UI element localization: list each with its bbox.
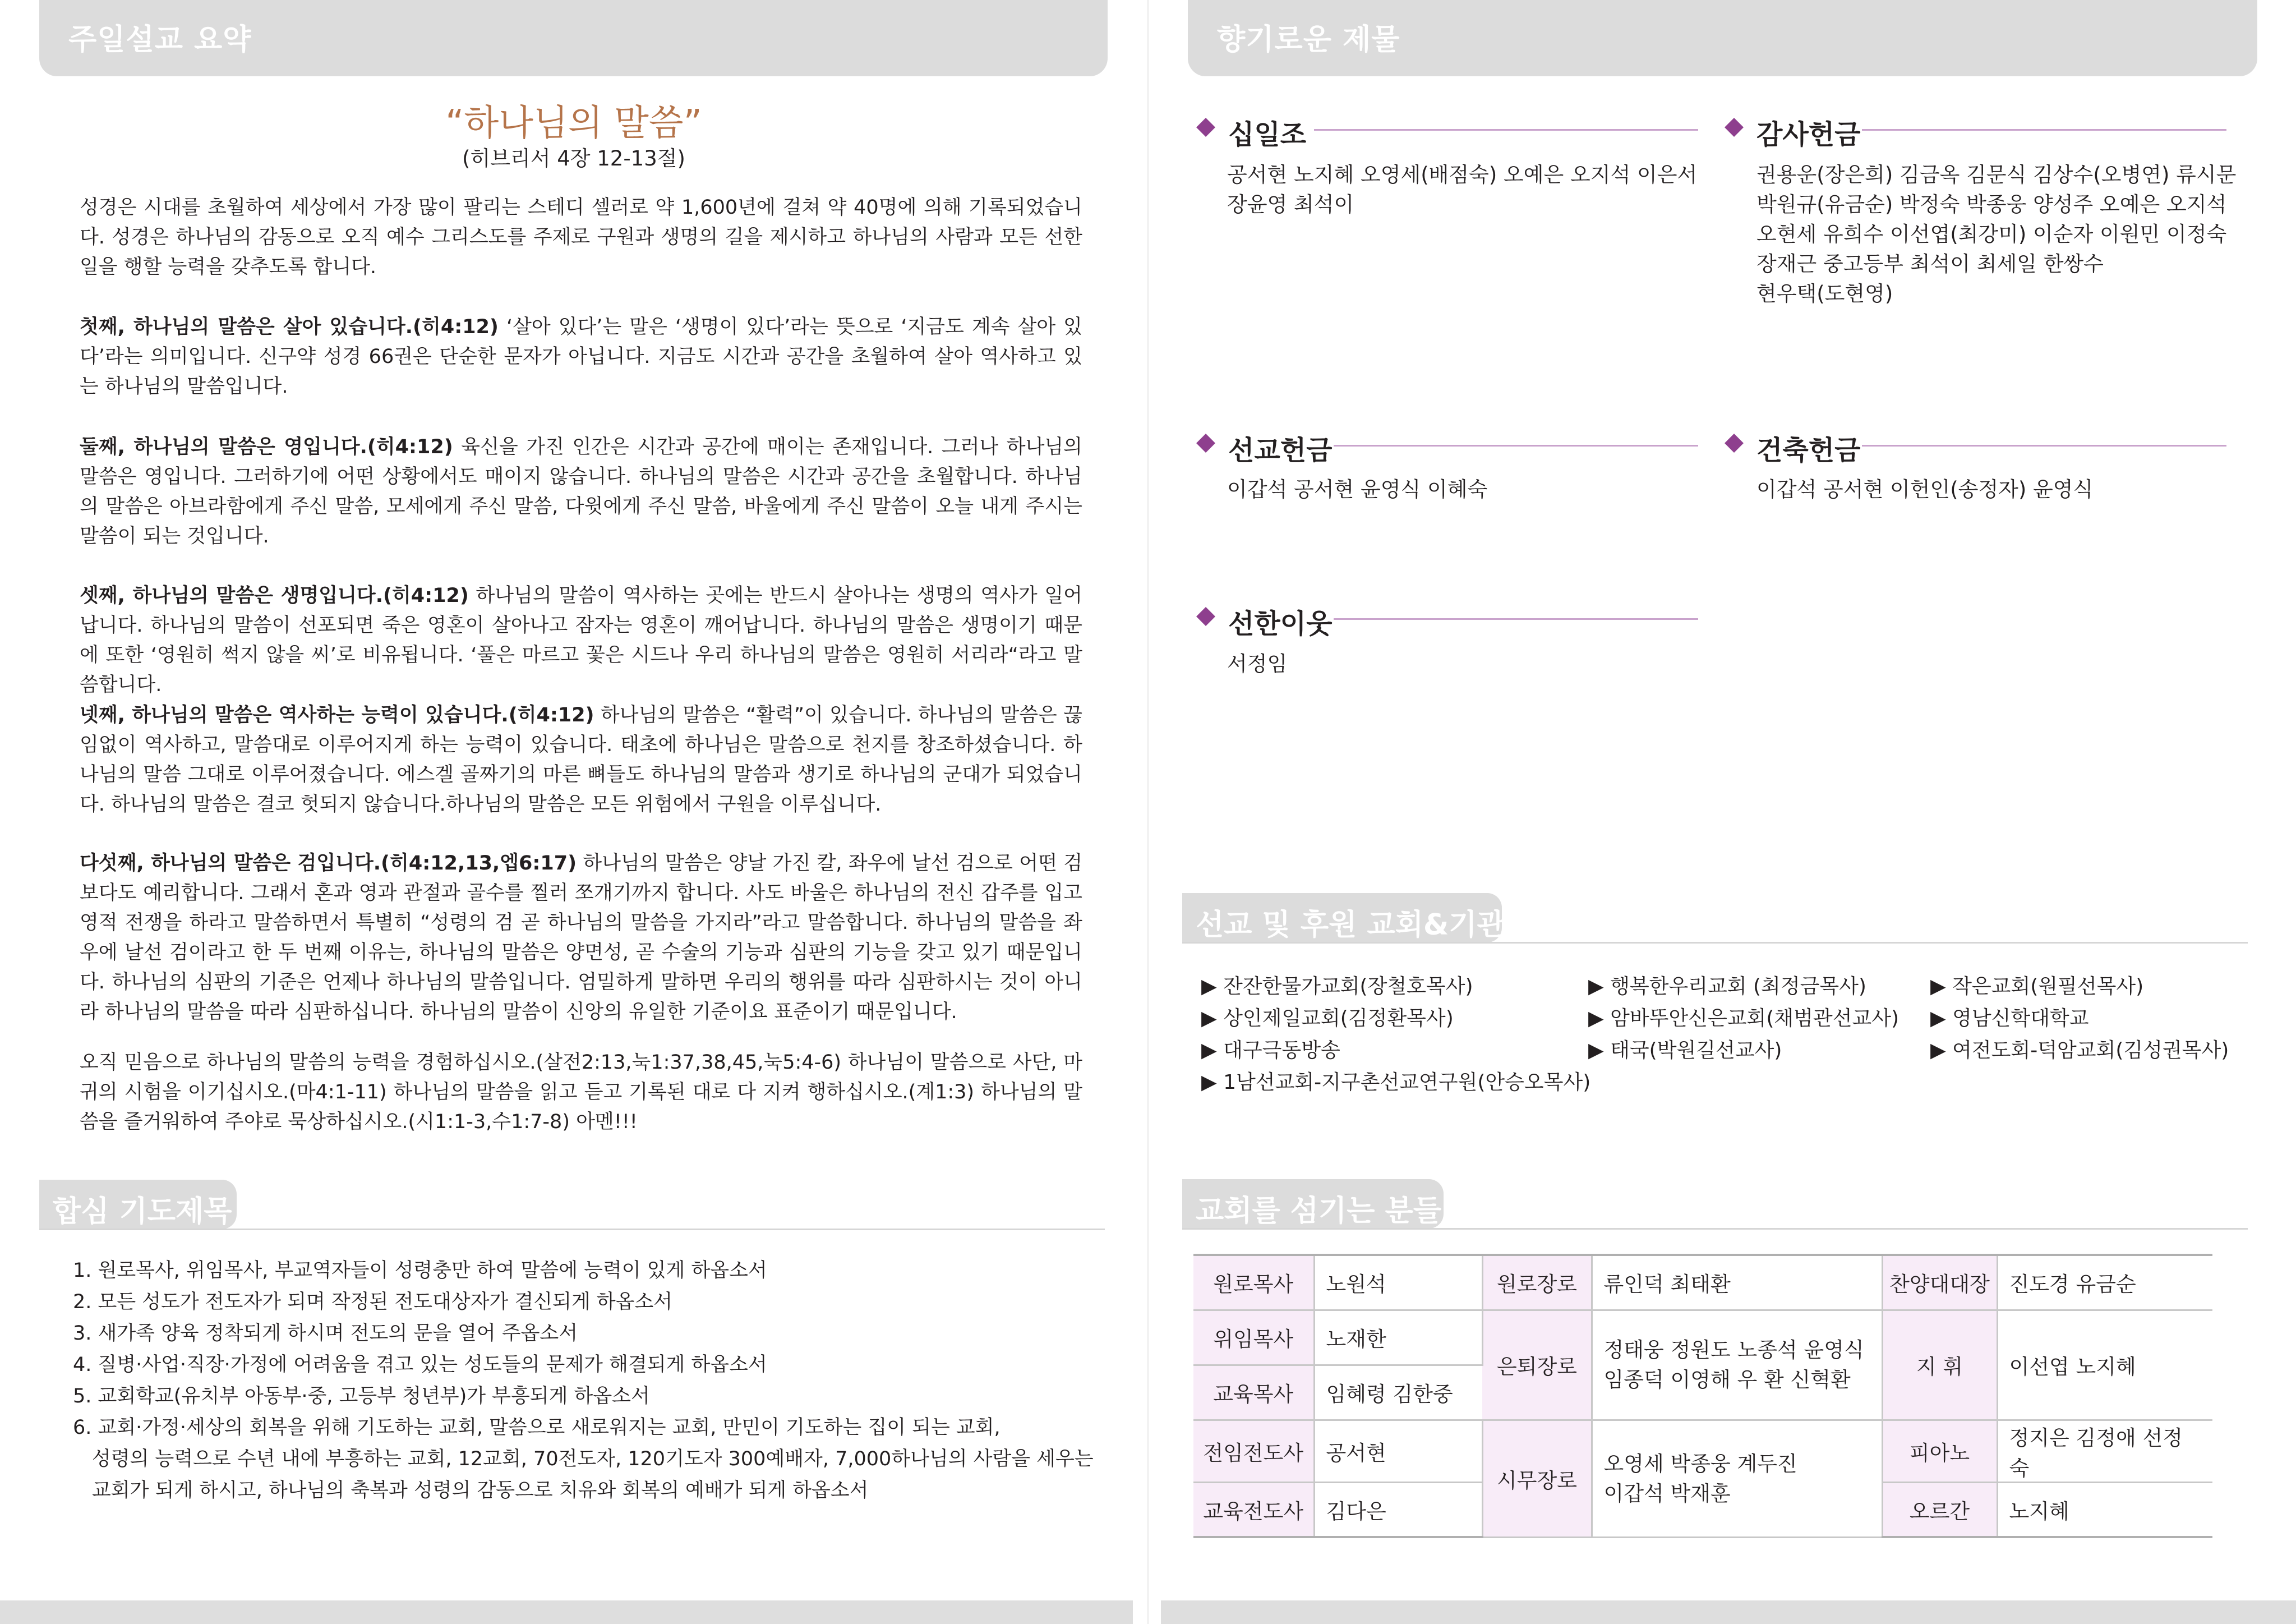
mission-item: ▶ 행복한우리교회 (최정금목사) <box>1588 975 1866 998</box>
offering-name-line: 현우택(도현영) <box>1756 282 1893 306</box>
prayer-item: 5. 교회학교(유치부 아동부·중, 고등부 청년부)가 부흥되게 하옵소서 <box>73 1385 650 1407</box>
offering-rule <box>1862 129 2226 131</box>
sermon-point-5-heading: 다섯째, 하나님의 말씀은 검입니다.(히4:12,13,엡6:17) <box>80 852 577 875</box>
offering-heading-mission <box>1199 429 1698 466</box>
offering-name-line: 박원규(유금순) 박정숙 박종웅 양성주 오예은 오지석 <box>1756 192 2227 217</box>
prayer-header-label: 합심 기도제목 <box>53 1195 232 1229</box>
sermon-point-2-heading: 둘째, 하나님의 말씀은 영입니다.(히4:12) <box>80 436 453 458</box>
staff-names: 임혜령 김한중 <box>1314 1365 1482 1420</box>
prayer-item-continued: 성령의 능력으로 수년 내에 부흥하는 교회, 12교회, 70전도자, 120기도자 300예배자, 7,000하나님의 사람을 세우는 <box>92 1448 1094 1470</box>
offering-label: 감사헌금 <box>1756 119 1861 150</box>
offering-names-mission <box>1227 475 1487 504</box>
offering-name-line: 서정임 <box>1227 652 1288 676</box>
staff-names <box>1592 1420 1882 1537</box>
prayer-header-rule <box>39 1229 1105 1230</box>
staff-names: 김다은 <box>1314 1482 1482 1537</box>
offerings-header <box>1188 0 2257 76</box>
offering-names-thanks <box>1756 160 2236 309</box>
missions-header-rule <box>1182 942 2248 944</box>
offering-name-line: 권용운(장은희) 김금옥 김문식 김상수(오병연) 류시문 <box>1756 163 2237 187</box>
mission-item: ▶ 대구극동방송 <box>1201 1039 1340 1062</box>
sermon-closing: 오직 믿음으로 하나님의 말씀의 능력을 경험하십시오.(살전2:13,눅1:37,38,45,눅5:4-6) 하나님이 말씀으로 사단, 마귀의 시험을 이기십시오.(마4:1-11) 하나님의 말씀을 읽고 듣고 기록된 대로 다 지켜 행하십시오.(계1:3) 하나님의 말씀을 즐거워하여 주야로 묵상하십시오.(시1:1-3,수1:7-8) 아멘!!! <box>80 1051 1082 1133</box>
offering-names-tithe <box>1227 160 1697 219</box>
offering-name-line: 공서현 노지혜 오영세(배점숙) 오예은 오지석 이은서 <box>1227 163 1698 187</box>
mission-item: ▶ 여전도회-덕암교회(김성권목사) <box>1930 1039 2229 1062</box>
staff-role: 교육전도사 <box>1193 1482 1314 1537</box>
staff-names: 공서현 <box>1314 1420 1482 1482</box>
offering-label: 선한이웃 <box>1228 608 1333 640</box>
sermon-point-2 <box>80 433 1082 551</box>
prayer-item: 3. 새가족 양육 정착되게 하시며 전도의 문을 열어 주옵소서 <box>73 1322 578 1345</box>
footer-bar-left <box>0 1600 1133 1624</box>
staff-role: 원로장로 <box>1482 1255 1592 1310</box>
diamond-bullet-icon <box>1196 118 1215 137</box>
staff-names: 노지혜 <box>1997 1482 2212 1537</box>
offering-heading-thanks <box>1727 113 2226 150</box>
staff-names-line: 정태웅 정원도 노종석 윤영식 <box>1603 1338 1864 1362</box>
offering-rule <box>1314 129 1698 131</box>
diamond-bullet-icon <box>1725 434 1744 453</box>
prayer-item: 6. 교회·가정·세상의 회복을 위해 기도하는 교회, 말씀으로 새로워지는 교회, 만민이 기도하는 집이 되는 교회, <box>73 1416 1001 1439</box>
sermon-title: “하나님의 말씀” <box>445 103 702 144</box>
staff-role: 오르간 <box>1882 1482 1997 1537</box>
staff-names: 노재한 <box>1314 1310 1482 1365</box>
offering-name-line: 이갑석 공서현 윤영식 이혜숙 <box>1227 477 1488 502</box>
missions-header-label: 선교 및 후원 교회&기관 <box>1196 908 1505 942</box>
offering-name-line: 장재근 중고등부 최석이 최세일 한쌍수 <box>1756 252 2104 276</box>
staff-names-line: 이갑석 박재훈 <box>1603 1481 1731 1506</box>
sermon-point-4-heading: 넷째, 하나님의 말씀은 역사하는 능력이 있습니다.(히4:12) <box>80 704 594 726</box>
prayer-item-continued: 교회가 되게 하시고, 하나님의 축복과 성령의 감동으로 치유와 회복의 예배가 되게 하옵소서 <box>92 1479 869 1502</box>
mission-item: ▶ 상인제일교회(김정환목사) <box>1201 1007 1454 1030</box>
staff-role: 교육목사 <box>1193 1365 1314 1420</box>
offering-name-line: 장윤영 최석이 <box>1227 192 1354 217</box>
prayer-header <box>39 1180 237 1229</box>
staff-names-line: 오영세 박종웅 계두진 <box>1603 1451 1797 1476</box>
staff-names: 진도경 유금순 <box>1997 1255 2212 1310</box>
offering-label: 선교헌금 <box>1228 435 1333 466</box>
staff-header-label: 교회를 섬기는 분들 <box>1196 1194 1442 1228</box>
offerings-header-label: 향기로운 제물 <box>1217 23 1400 57</box>
sermon-point-1-body: ‘살아 있다’는 말은 ‘생명이 있다’라는 뜻으로 ‘지금도 계속 살아 있다’라는 의미입니다. 신구약 성경 66권은 단순한 문자가 아닙니다. 지금도 시간과 공간을 초월하여 살아 역사하고 있는 하나님의 말씀입니다. <box>80 316 1082 398</box>
sermon-point-3-body: 하나님의 말씀이 역사하는 곳에는 반드시 살아나는 생명의 역사가 일어납니다. 하나님의 말씀이 선포되면 죽은 영혼이 살아나고 잠자는 영혼이 깨어납니다. 하나님의 말씀은 생명이기 때문에 또한 ‘영원히 썩지 않을 씨’로 비유됩니다. ‘풀은 마르고 꽃은 시드나 우리 하나님의 말씀은 영원히 서리라“라고 말씀합니다. <box>80 585 1082 696</box>
sermon-intro: 성경은 시대를 초월하여 세상에서 가장 많이 팔리는 스테디 셀러로 약 1,600년에 걸쳐 약 40명에 의해 기록되었습니다. 성경은 하나님의 감동으로 오직 예수 그리스도를 주제로 구원과 생명의 길을 제시하고 하나님의 사람과 모든 선한 일을 행할 능력을 갖추도록 합니다. <box>80 196 1082 278</box>
staff-role: 은퇴장로 <box>1482 1310 1592 1420</box>
prayer-list <box>73 1255 1116 1506</box>
staff-role: 지 휘 <box>1882 1310 1997 1420</box>
sermon-reference: (히브리서 4장 12-13절) <box>462 146 685 171</box>
offering-heading-tithe <box>1199 113 1698 150</box>
footer-bar-right <box>1161 1600 2296 1624</box>
staff-names-line: 임종덕 이영해 우 환 신혁환 <box>1603 1368 1851 1392</box>
prayer-item: 4. 질병·사업·직장·가정에 어려움을 겪고 있는 성도들의 문제가 해결되게 하옵소서 <box>73 1354 767 1376</box>
staff-role: 시무장로 <box>1482 1420 1592 1537</box>
mission-item: ▶ 잔잔한물가교회(장철호목사) <box>1201 975 1473 998</box>
staff-role: 전임전도사 <box>1193 1420 1314 1482</box>
offering-rule <box>1334 445 1698 447</box>
offering-rule <box>1862 445 2226 447</box>
staff-header <box>1182 1179 1444 1229</box>
offering-heading-neighbor <box>1199 602 1698 640</box>
sermon-point-3-heading: 셋째, 하나님의 말씀은 생명입니다.(히4:12) <box>80 585 469 607</box>
offering-name-line: 오현세 유희수 이선엽(최강미) 이순자 이원민 이정숙 <box>1756 222 2227 246</box>
diamond-bullet-icon <box>1196 607 1215 626</box>
staff-names <box>1592 1310 1882 1420</box>
staff-role: 피아노 <box>1882 1420 1997 1482</box>
offering-label: 건축헌금 <box>1756 435 1861 466</box>
page-divider <box>1147 0 1149 1624</box>
staff-names: 류인덕 최태환 <box>1592 1255 1882 1310</box>
sermon-point-5 <box>80 849 1082 1027</box>
prayer-item: 1. 원로목사, 위임목사, 부교역자들이 성령충만 하여 말씀에 능력이 있게 하옵소서 <box>73 1259 767 1282</box>
staff-names: 노원석 <box>1314 1255 1482 1310</box>
sermon-summary-header <box>39 0 1108 76</box>
sermon-summary-header-label: 주일설교 요약 <box>68 23 252 57</box>
offering-label: 십일조 <box>1228 119 1307 150</box>
staff-role: 위임목사 <box>1193 1310 1314 1365</box>
sermon-point-1 <box>80 312 1082 402</box>
sermon-point-1-heading: 첫째, 하나님의 말씀은 살아 있습니다.(히4:12) <box>80 316 499 338</box>
offering-names-neighbor <box>1227 649 1287 679</box>
sermon-point-2-body: 육신을 가진 인간은 시간과 공간에 매이는 존재입니다. 그러나 하나님의 말씀은 영입니다. 그러하기에 어떤 상황에서도 매이지 않습니다. 하나님의 말씀은 시간과 공간을 초월합니다. 하나님의 말씀은 아브라함에게 주신 말씀, 모세에게 주신 말씀, 다윗에게 주신 말씀, 바울에게 주신 말씀이 오늘 내게 주시는 말씀이 되는 것입니다. <box>80 436 1082 548</box>
diamond-bullet-icon <box>1725 118 1744 137</box>
staff-names: 정지은 김정애 선정숙 <box>1997 1420 2212 1482</box>
mission-item: ▶ 암바뚜안신은교회(채범관선교사) <box>1588 1007 1899 1030</box>
staff-table <box>1193 1254 2212 1538</box>
mission-item: ▶ 1남선교회-지구촌선교연구원(안승오목사) <box>1201 1071 1591 1094</box>
sermon-point-3 <box>80 581 1082 700</box>
offering-name-line: 이갑석 공서현 이헌인(송정자) 윤영식 <box>1756 477 2094 502</box>
sermon-point-4 <box>80 701 1082 820</box>
staff-role: 찬양대대장 <box>1882 1255 1997 1310</box>
sermon-point-5-body: 하나님의 말씀은 양날 가진 칼, 좌우에 날선 검으로 어떤 검보다도 예리합니다. 그래서 혼과 영과 관절과 골수를 찔러 쪼개기까지 합니다. 사도 바울은 하나님의 전신 갑주를 입고 영적 전쟁을 하라고 말씀하면서 특별히 “성령의 검 곧 하나님의 말씀을 가지라”라고 말씀합니다. 하나님의 말씀을 좌우에 날선 검이라고 한 두 번째 이유는, 하나님의 말씀은 양면성, 곧 수술의 기능과 심판의 기능을 갖고 있기 때문입니다. 하나님의 심판의 기준은 언제나 하나님의 말씀입니다. 엄밀하게 말하면 우리의 행위를 따라 심판하시는 것이 아니라 하나님의 말씀을 따라 심판하십니다. 하나님의 말씀이 신앙의 유일한 기준이요 표준이기 때문입니다. <box>80 852 1083 1023</box>
sermon-point-4-body: 하나님의 말씀은 “활력”이 있습니다. 하나님의 말씀은 끊임없이 역사하고, 말씀대로 이루어지게 하는 능력이 있습니다. 태초에 하나님은 말씀으로 천지를 창조하셨습니다. 하나님의 말씀 그대로 이루어졌습니다. 에스겔 골짜기의 마른 뼈들도 하나님의 말씀과 생기로 하나님의 군대가 되었습니다. 하나님의 말씀은 결코 헛되지 않습니다.하나님의 말씀은 모든 위험에서 구원을 이루십니다. <box>80 704 1082 816</box>
staff-header-rule <box>1182 1228 2248 1230</box>
mission-item: ▶ 작은교회(원필선목사) <box>1930 975 2144 998</box>
offering-rule <box>1334 618 1698 620</box>
prayer-item: 2. 모든 성도가 전도자가 되며 작정된 전도대상자가 결신되게 하옵소서 <box>73 1291 673 1313</box>
mission-item: ▶ 태국(박원길선교사) <box>1588 1039 1782 1062</box>
staff-names: 이선엽 노지혜 <box>1997 1310 2212 1420</box>
offering-names-building <box>1756 475 2093 504</box>
offering-heading-building <box>1727 429 2226 466</box>
staff-role: 원로목사 <box>1193 1255 1314 1310</box>
mission-item: ▶ 영남신학대학교 <box>1930 1007 2089 1030</box>
missions-header <box>1182 893 1505 942</box>
diamond-bullet-icon <box>1196 434 1215 453</box>
